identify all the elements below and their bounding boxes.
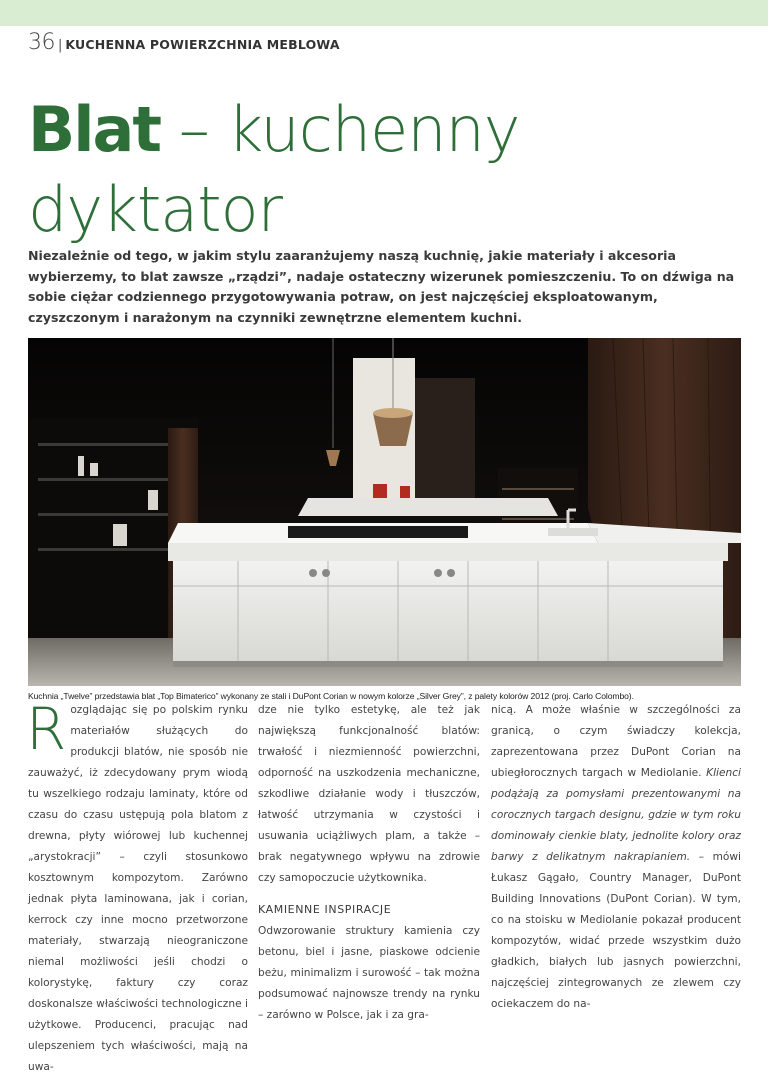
page-header (28, 30, 340, 58)
title-line2: dyktator (28, 173, 282, 246)
header-separator: | (58, 38, 63, 53)
body-col1-text: ozglądając się po polskim rynku materiałów służących do produkcji blatów, nie sposób nie zauważyć, iż zdecydowany prym wiodą tu wszelkiego rodzaju laminaty, które od czasu do czasu ustępują pola blatom z drewna, płyty wiórowej lub kuchennej „arystokracji” – czyli stosunkowo kosztownym kompozytom. Zarówno jednak płyta laminowana, jak i corian, kerrock czy inne mocno przetworzone materiały, stwarzają nieograniczone niemal możliwości jeśli chodzi o kolorystykę, faktury czy coraz doskonalsze właściwości technologiczne i użytkowe. Producenci, pracując nad ulepszeniem tych właściwości, mają na uwa- (28, 704, 248, 1073)
page-number: 36 (28, 30, 55, 55)
quote-italic: Klienci podążają za pomysłami prezentowanymi na corocznych targach designu, gdzie w tym roku dominowały cienkie blaty, jednolite kolory oraz barwy z delikatnym nakrapianiem. (491, 767, 741, 863)
lead-paragraph: Niezależnie od tego, w jakim stylu zaaranżujemy naszą kuchnię, jakie materiały i akcesoria wybierzemy, to blat zawsze „rządzi”, nadaje ostateczny wizerunek pomieszczeniu. To on dźwiga na sobie ciężar codziennego przygotowywania potraw, on jest najczęściej eksploatowanym, czyszczonym i narażonym na czynniki zewnętrzne elementem kuchni. (28, 248, 735, 325)
body-col2-text: dze nie tylko estetykę, ale też jak największą funkcjonalność blatów: trwałość i niezmienność powierzchni, odporność na uszkodzenia mechaniczne, szkodliwe działanie wody i tłuszczów, łatwość utrzymania w czystości i usuwania uciążliwych plam, a także – brak negatywnego wpływu na zdrowie czy samopoczucie użytkownika. (258, 704, 480, 884)
body-col3a-text: nicą. A może właśnie w szczególności za granicą, o czym świadczy kolekcja, zaprezentowana przez DuPont Corian na ubiegłorocznych targach w Mediolanie. (491, 704, 741, 779)
article-title (28, 93, 748, 246)
body-col2b-text: Odwzorowanie struktury kamienia czy betonu, biel i jasne, piaskowe odcienie beżu, minimalizm i surowość – tak można podsumować najnowsze trendy na rynku – zarówno w Polsce, jak i za gra- (258, 925, 480, 1021)
top-color-band (0, 0, 768, 26)
body-column-1 (26, 695, 248, 1078)
body-col3b-text: – mówi Łukasz Gągało, Country Manager, DuPont Building Innovations (DuPont Corian). W tym, co na stoisku w Mediolanie pokazał producent kompozytów, widać przede wszystkim dużo gładkich, białych lub jasnych powierzchni, najczęściej zintegrowanych ze zlewem czy ociekaczem do na- (491, 851, 741, 1010)
subheading: KAMIENNE INSPIRACJE (258, 903, 392, 916)
body-column-3 (491, 700, 741, 1015)
title-rest: – kuchenny (159, 93, 520, 166)
title-bold-word: Blat (28, 93, 160, 166)
body-column-2 (258, 700, 480, 1026)
section-title: KUCHENNA POWIERZCHNIA MEBLOWA (65, 37, 340, 52)
photo-caption: Kuchnia „Twelve” przedstawia blat „Top Bimaterico” wykonany ze stali i DuPont Corian w nowym kolorze „Silver Grey”, z palety kolorów 2012 (proj. Carlo Colombo). (28, 691, 634, 701)
kitchen-photo (28, 338, 741, 686)
drop-cap: R (26, 695, 67, 763)
